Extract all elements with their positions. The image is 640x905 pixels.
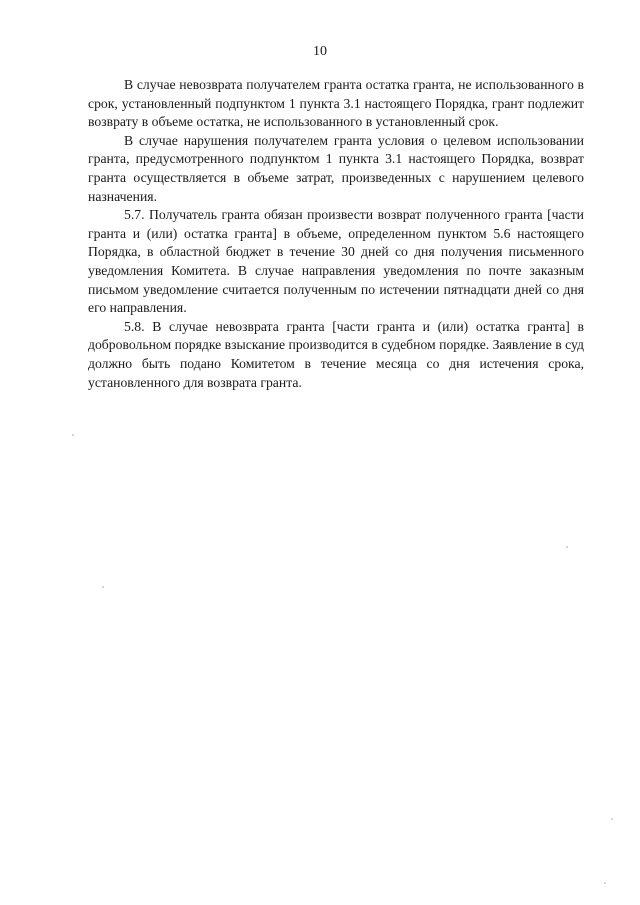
scan-speck: [566, 546, 568, 548]
scan-speck: [72, 434, 74, 436]
scan-speck: [102, 586, 104, 588]
paragraph-nonreturn-remainder: В случае невозврата получателем гранта остатка гранта, не использованного в срок, установленный подпунктом 1 пункта 3.1 настоящего Порядка, грант подлежит возврату в объеме остатка, не использованного в установленный срок.: [88, 77, 584, 130]
paragraph-5-7: 5.7. Получатель гранта обязан произвести возврат полученного гранта [части гранта и (или) остатка гранта] в объеме, определенном пунктом 5.6 настоящего Порядка, в областной бюджет в течение 30 дней со дня получения письменного уведомления Комитета. В случае направления уведомления по почте заказным письмом уведомление считается полученным по истечении пятнадцати дней со дня его направления.: [88, 207, 584, 316]
paragraph-purpose-violation: В случае нарушения получателем гранта условия о целевом использовании гранта, предусмотренного подпунктом 1 пункта 3.1 настоящего Порядка, возврат гранта осуществляется в объеме затрат, произведенных с нарушением целевого назначения.: [88, 132, 584, 204]
scan-speck: [604, 882, 606, 884]
scan-speck: [611, 818, 613, 820]
page-number: 10: [313, 44, 327, 59]
document-body: [88, 76, 584, 392]
paragraph-5-8: 5.8. В случае невозврата гранта [части гранта и (или) остатка гранта] в добровольном порядке взыскание производится в судебном порядке. Заявление в суд должно быть подано Комитетом в течение месяца со дня истечения срока, установленного для возврата гранта.: [88, 318, 584, 390]
